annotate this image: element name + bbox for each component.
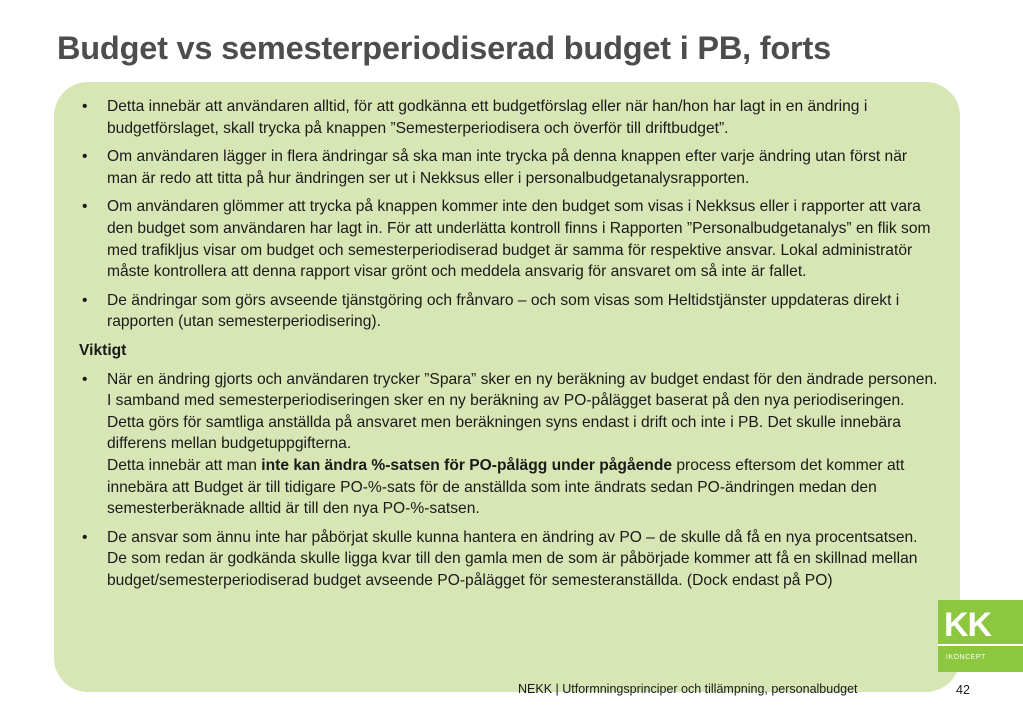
bullet-text: De ändringar som görs avseende tjänstgöring och frånvaro – och som visas som Heltidstjänster uppdateras direkt i rapporten (utan semesterperiodisering). — [107, 291, 900, 331]
slide-title: Budget vs semesterperiodiserad budget i PB, forts — [57, 30, 831, 66]
nekk-logo — [938, 600, 1023, 672]
bullet-text: Om användaren lägger in flera ändringar så ska man inte trycka på denna knappen efter varje ändring utan först när man är redo att titta på hur ändringen ser ut i Nekksus eller i personalbudgetanalysrapporten. — [107, 148, 908, 187]
emphasized-text: inte kan ändra %-satsen för PO-pålägg under pågående — [261, 456, 673, 474]
bullet-item — [79, 96, 939, 139]
bullet-marker: • — [82, 98, 88, 115]
bullet-marker: • — [82, 370, 88, 388]
paragraph-text: process eftersom det kommer att innebära att Budget är till tidigare PO-%-sats för de anställda som inte ändrats sedan PO-ändringen medan den semesterberäknade alltid är till den nya PO-%-satsen. — [107, 456, 905, 518]
bullet-text: De ansvar som ännu inte har påbörjat skulle kunna hantera en ändring av PO – de skulle då få en nya procentsatsen. De som redan är godkända skulle ligga kvar till den gamla men de som är påbörjade kommer att få en skillnad mellan budget/semesterperiodiserad budget avseende PO-pålägget för semesteranställda. (Dock endast på PO) — [107, 528, 918, 589]
bullet-marker: • — [82, 198, 88, 216]
slide-body — [79, 96, 939, 598]
bullet-text: Om användaren glömmer att trycka på knappen kommer inte den budget som visas i Nekksus eller i rapporter att vara den budget som användaren har lagt in. För att underlätta kontroll finns i Rapporten ”Personalbudgetanalys” en flik som med trafikljus visar om budget och semesterperiodiserad budget är samma för respektive ansvar. Lokal administratör måste kontrollera att denna rapport visar grönt och meddela ansvarig för ansvaret om så inte är fallet. — [107, 198, 931, 281]
important-heading: Viktigt — [79, 341, 127, 359]
bullet-item — [79, 369, 939, 520]
footer-text: NEKK | Utformningsprinciper och tillämpning, personalbudget — [518, 682, 858, 696]
bullet-marker: • — [82, 148, 88, 166]
bullet-marker: • — [82, 528, 88, 546]
logo-subtext: IKONCEPT — [946, 654, 986, 661]
logo-letters: KK — [944, 606, 992, 644]
bullet-text: Detta innebär att användaren alltid, för att godkänna ett budgetförslag eller när han/hon har lagt in en ändring i budgetförslaget, skall trycka på knappen ”Semesterperiodisera och överför till driftbudget”. — [107, 98, 868, 137]
bullet-paragraph: När en ändring gjorts och användaren trycker ”Spara” sker en ny beräkning av budget endast för den ändrade personen. I samband med semesterperiodiseringen sker en ny beräkning av PO-pålägget baserat på den nya periodiseringen. Detta görs för samtliga anställda på ansvaret men beräkningen syns endast i drift och inte i PB. Det skulle innebära differens mellan budgetuppgifterna. — [107, 370, 938, 453]
bullet-item — [79, 196, 939, 282]
paragraph-text: Detta innebär att man — [107, 456, 262, 474]
page-number: 42 — [956, 683, 970, 697]
logo-divider — [938, 644, 1023, 646]
bullet-item — [79, 527, 939, 592]
bullet-item — [79, 290, 939, 333]
bullet-marker: • — [82, 291, 88, 309]
bullet-paragraph-2 — [107, 455, 939, 520]
bullet-item — [79, 146, 939, 189]
